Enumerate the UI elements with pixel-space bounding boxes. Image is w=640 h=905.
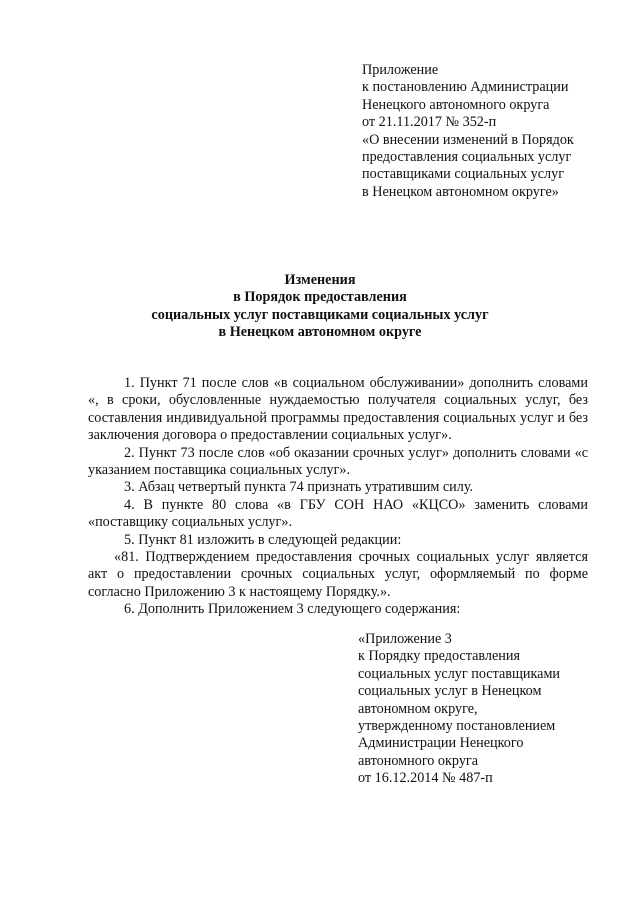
title-line: социальных услуг поставщиками социальных услуг bbox=[151, 306, 489, 323]
appendix-line: Ненецкого автономного округа bbox=[362, 96, 550, 113]
title-line: Изменения bbox=[284, 272, 356, 288]
appendix-line: поставщиками социальных услуг bbox=[362, 166, 565, 183]
appendix-line: Приложение bbox=[362, 62, 439, 78]
appendix-line: к постановлению Администрации bbox=[362, 79, 569, 96]
appendix-line: «О внесении изменений в Порядок bbox=[362, 131, 574, 148]
appendix-header-block bbox=[362, 62, 622, 201]
document-body bbox=[88, 375, 588, 619]
item-paragraph: 6. Дополнить Приложением 3 следующего содержания: bbox=[124, 601, 461, 618]
annex-line: к Порядку предоставления bbox=[358, 648, 520, 665]
appendix-line: предоставления социальных услуг bbox=[362, 149, 572, 166]
item-paragraph: 4. В пункте 80 слова «в ГБУ СОН НАО «КЦСО» заменить словами «поставщику социальных услуг». bbox=[88, 496, 588, 531]
annex-header-block bbox=[358, 631, 598, 788]
appendix-line: от 21.11.2017 № 352-п bbox=[362, 114, 497, 131]
appendix-line: в Ненецком автономном округе» bbox=[362, 183, 559, 200]
item-paragraph: 3. Абзац четвертый пункта 74 признать утратившим силу. bbox=[124, 479, 474, 496]
title-line: в Порядок предоставления bbox=[233, 289, 407, 306]
annex-line: Администрации Ненецкого bbox=[358, 735, 524, 752]
annex-line: социальных услуг поставщиками bbox=[358, 665, 561, 682]
annex-line: автономного округа bbox=[358, 752, 479, 769]
annex-line: утвержденному постановлением bbox=[358, 718, 556, 735]
quoted-paragraph: «81. Подтверждением предоставления срочных социальных услуг является акт о предоставлении срочных социальных услуг, оформляемый по форме согласно Приложению 3 к настоящему Порядку.». bbox=[88, 549, 588, 600]
item-paragraph: 2. Пункт 73 после слов «об оказании срочных услуг» дополнить словами «с указанием поставщика социальных услуг». bbox=[88, 444, 588, 479]
title-line: в Ненецком автономном округе bbox=[218, 324, 422, 341]
item-paragraph: 5. Пункт 81 изложить в следующей редакции: bbox=[124, 531, 402, 548]
annex-line: «Приложение 3 bbox=[358, 631, 452, 647]
document-title bbox=[0, 272, 640, 342]
annex-line: автономном округе, bbox=[358, 700, 478, 717]
item-paragraph: 1. Пункт 71 после слов «в социальном обслуживании» дополнить словами «, в сроки, обусловленные нуждаемостью получателя социальных услуг, без составления индивидуальной программы предоставления социальных услуг и без заключения договора о предоставлении социальных услуг». bbox=[88, 375, 588, 444]
annex-line: от 16.12.2014 № 487-п bbox=[358, 770, 493, 787]
annex-line: социальных услуг в Ненецком bbox=[358, 683, 542, 700]
